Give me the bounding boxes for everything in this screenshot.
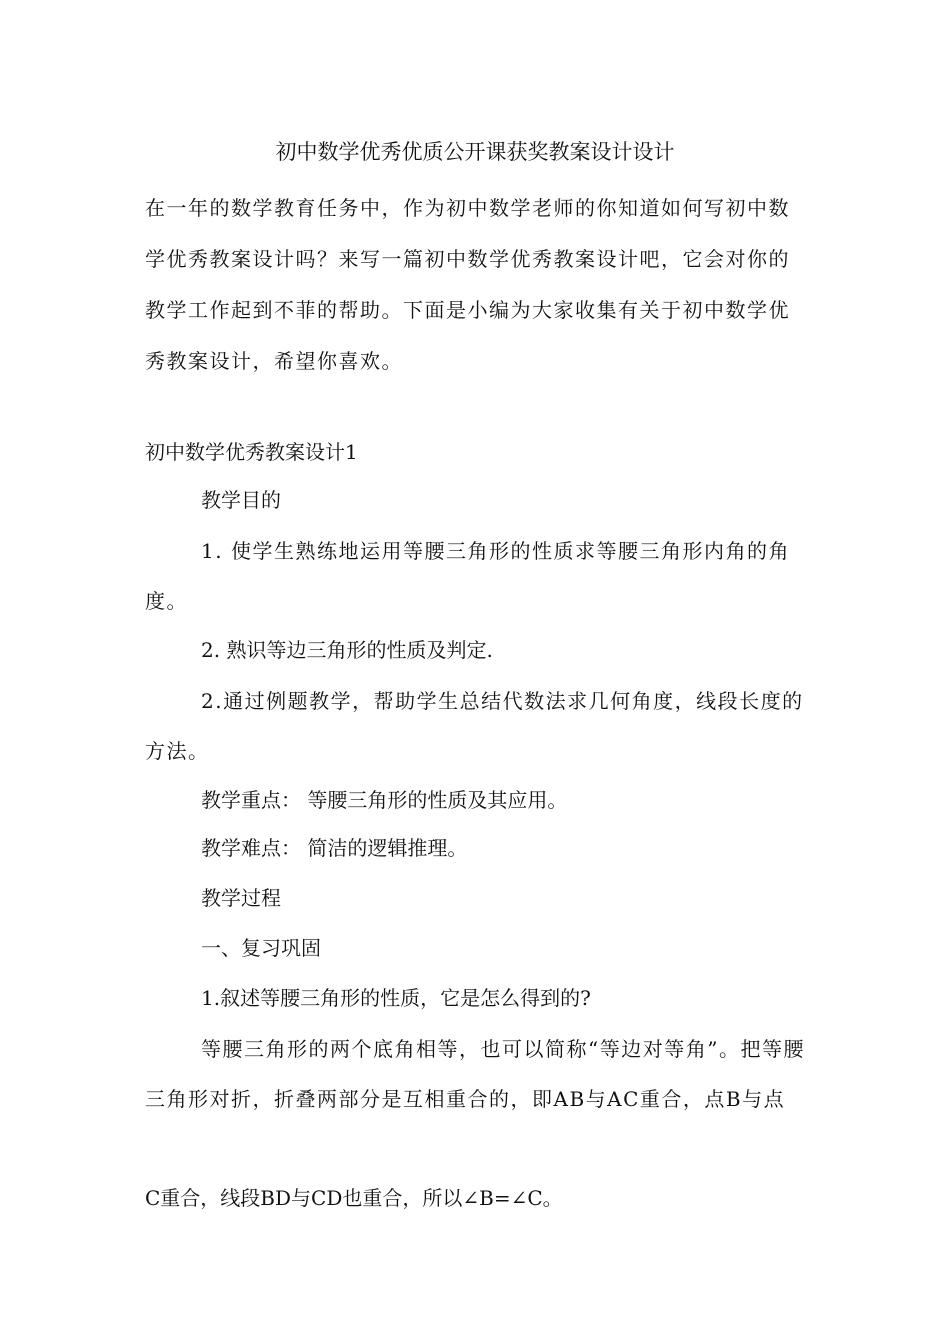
intro-paragraph: 在一年的数学教育任务中，作为初中数学老师的你知道如何写初中数学优秀教案设计吗？来写一篇初中数学优秀教案设计吧，它会对你的教学工作起到不菲的帮助。下面是小编为大家收集有关于初中数学优秀教案设计，希望你喜欢。	[145, 196, 790, 373]
process-heading: 教学过程	[201, 886, 281, 910]
answer-continuation: C重合，线段BD与CD也重合，所以∠B=∠C。	[145, 1186, 563, 1210]
objective-item: 1. 使学生熟练地运用等腰三角形的性质求等腰三角形内角的角度。	[145, 539, 790, 613]
key-point: 教学重点： 等腰三角形的性质及其应用。	[201, 788, 568, 812]
section-heading: 初中数学优秀教案设计1	[145, 440, 358, 464]
answer-paragraph: 等腰三角形的两个底角相等，也可以简称“等边对等角”。把等腰三角形对折，折叠两部分是互相重合的，即AB与AC重合，点B与点	[145, 1037, 805, 1111]
objective-item: 2. 熟识等边三角形的性质及判定.	[201, 638, 493, 662]
document-title: 初中数学优秀优质公开课获奖教案设计设计	[275, 140, 675, 164]
question: 1.叙述等腰三角形的性质，它是怎么得到的?	[201, 986, 591, 1010]
objectives-heading: 教学目的	[201, 488, 281, 512]
difficulty: 教学难点： 简洁的逻辑推理。	[201, 836, 468, 860]
objective-item: 2.通过例题教学，帮助学生总结代数法求几何角度，线段长度的方法。	[145, 689, 804, 763]
review-heading: 一、复习巩固	[201, 936, 321, 960]
